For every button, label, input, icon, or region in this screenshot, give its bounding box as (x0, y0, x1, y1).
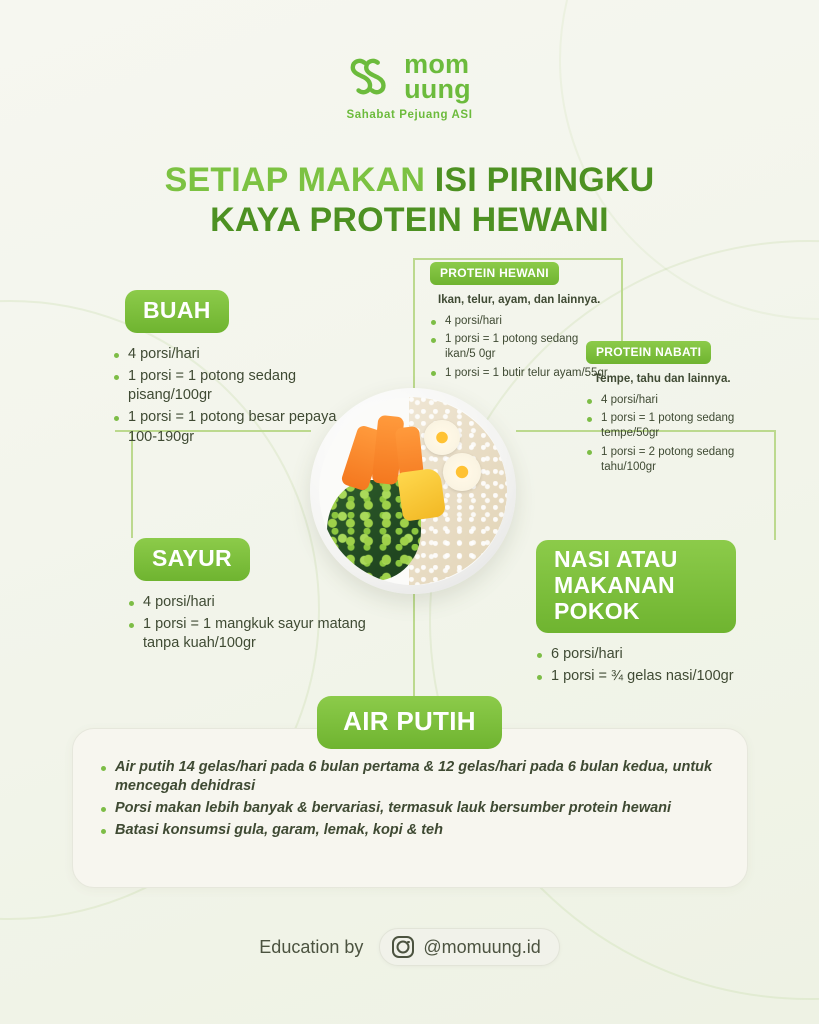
list-item: 4 porsi/hari (128, 593, 378, 612)
list-item: 1 porsi = 1 potong sedang pisang/100gr (113, 367, 353, 405)
brand-logo (0, 49, 819, 121)
page-title (0, 160, 819, 240)
connector-line-top (413, 258, 415, 388)
omelette-portion (397, 468, 447, 522)
boiled-egg (443, 453, 481, 491)
logo-line-2: uung (404, 73, 471, 104)
section-sayur-label: SAYUR (134, 538, 250, 581)
section-sayur-list (128, 593, 378, 653)
instagram-icon (392, 936, 414, 958)
connector-line-nabati (621, 258, 623, 346)
title-line-2: KAYA PROTEIN HEWANI (210, 201, 609, 240)
section-protein-nabati-label: PROTEIN NABATI (586, 341, 711, 364)
list-item: 6 porsi/hari (536, 645, 736, 664)
list-item: 4 porsi/hari (113, 345, 353, 364)
list-item: 4 porsi/hari (430, 314, 610, 329)
footer (0, 928, 819, 966)
title-line-1a: SETIAP MAKAN (164, 161, 435, 199)
instagram-handle-box[interactable] (379, 928, 559, 966)
list-item: 1 porsi = 1 potong sedang ikan/5 0gr (430, 332, 610, 362)
list-item: Porsi makan lebih banyak & bervariasi, termasuk lauk bersumber protein hewani (100, 799, 730, 818)
section-protein-hewani-label: PROTEIN HEWANI (430, 262, 559, 285)
momuung-mark-icon (348, 54, 394, 100)
section-protein-nabati-list (586, 393, 776, 475)
list-item: 1 porsi = 1 mangkuk sayur matang tanpa kuah/100gr (128, 615, 378, 653)
section-protein-hewani (430, 262, 610, 384)
section-air-putih-label: AIR PUTIH (317, 696, 502, 749)
list-item: 1 porsi = 1 butir telur ayam/55gr (430, 366, 610, 381)
title-line-1b: ISI PIRINGKU (434, 161, 655, 199)
instagram-handle: @momuung.id (423, 936, 541, 957)
list-item: 1 porsi = 1 potong sedang tempe/50gr (586, 411, 776, 441)
section-buah-list (113, 345, 353, 447)
air-putih-header (0, 696, 819, 749)
list-item: 1 porsi = 1 potong besar pepaya 100-190gr (113, 408, 353, 446)
boiled-egg (424, 420, 460, 456)
section-nasi-label: NASI ATAU MAKANAN POKOK (536, 540, 736, 633)
section-protein-hewani-lead: Ikan, telur, ayam, dan lainnya. (438, 294, 601, 306)
section-protein-nabati-lead: Tempe, tahu dan lainnya. (594, 373, 731, 385)
brand-tagline: Sahabat Pejuang ASI (346, 108, 473, 121)
list-item: 1 porsi = 2 potong sedang tahu/100gr (586, 445, 776, 475)
section-buah-label: BUAH (125, 290, 229, 333)
list-item: Batasi konsumsi gula, garam, lemak, kopi & teh (100, 821, 730, 840)
logo-line-1: mom (404, 49, 470, 79)
list-item: 4 porsi/hari (586, 393, 776, 408)
section-nasi (536, 540, 736, 690)
list-item: Air putih 14 gelas/hari pada 6 bulan pertama & 12 gelas/hari pada 6 bulan kedua, untuk mencegah dehidrasi (100, 758, 730, 796)
connector-line-bottom (413, 594, 415, 698)
section-sayur (128, 538, 378, 656)
section-buah (113, 290, 353, 450)
connector-line-top-right (413, 258, 623, 260)
section-nasi-list (536, 645, 736, 686)
section-protein-nabati (586, 341, 776, 478)
section-air-putih-list (100, 758, 730, 844)
section-protein-hewani-list (430, 314, 610, 381)
logo-wordmark (404, 49, 471, 104)
education-by-label: Education by (259, 936, 364, 957)
list-item: 1 porsi = ¾ gelas nasi/100gr (536, 667, 736, 686)
logo-row (348, 49, 471, 104)
